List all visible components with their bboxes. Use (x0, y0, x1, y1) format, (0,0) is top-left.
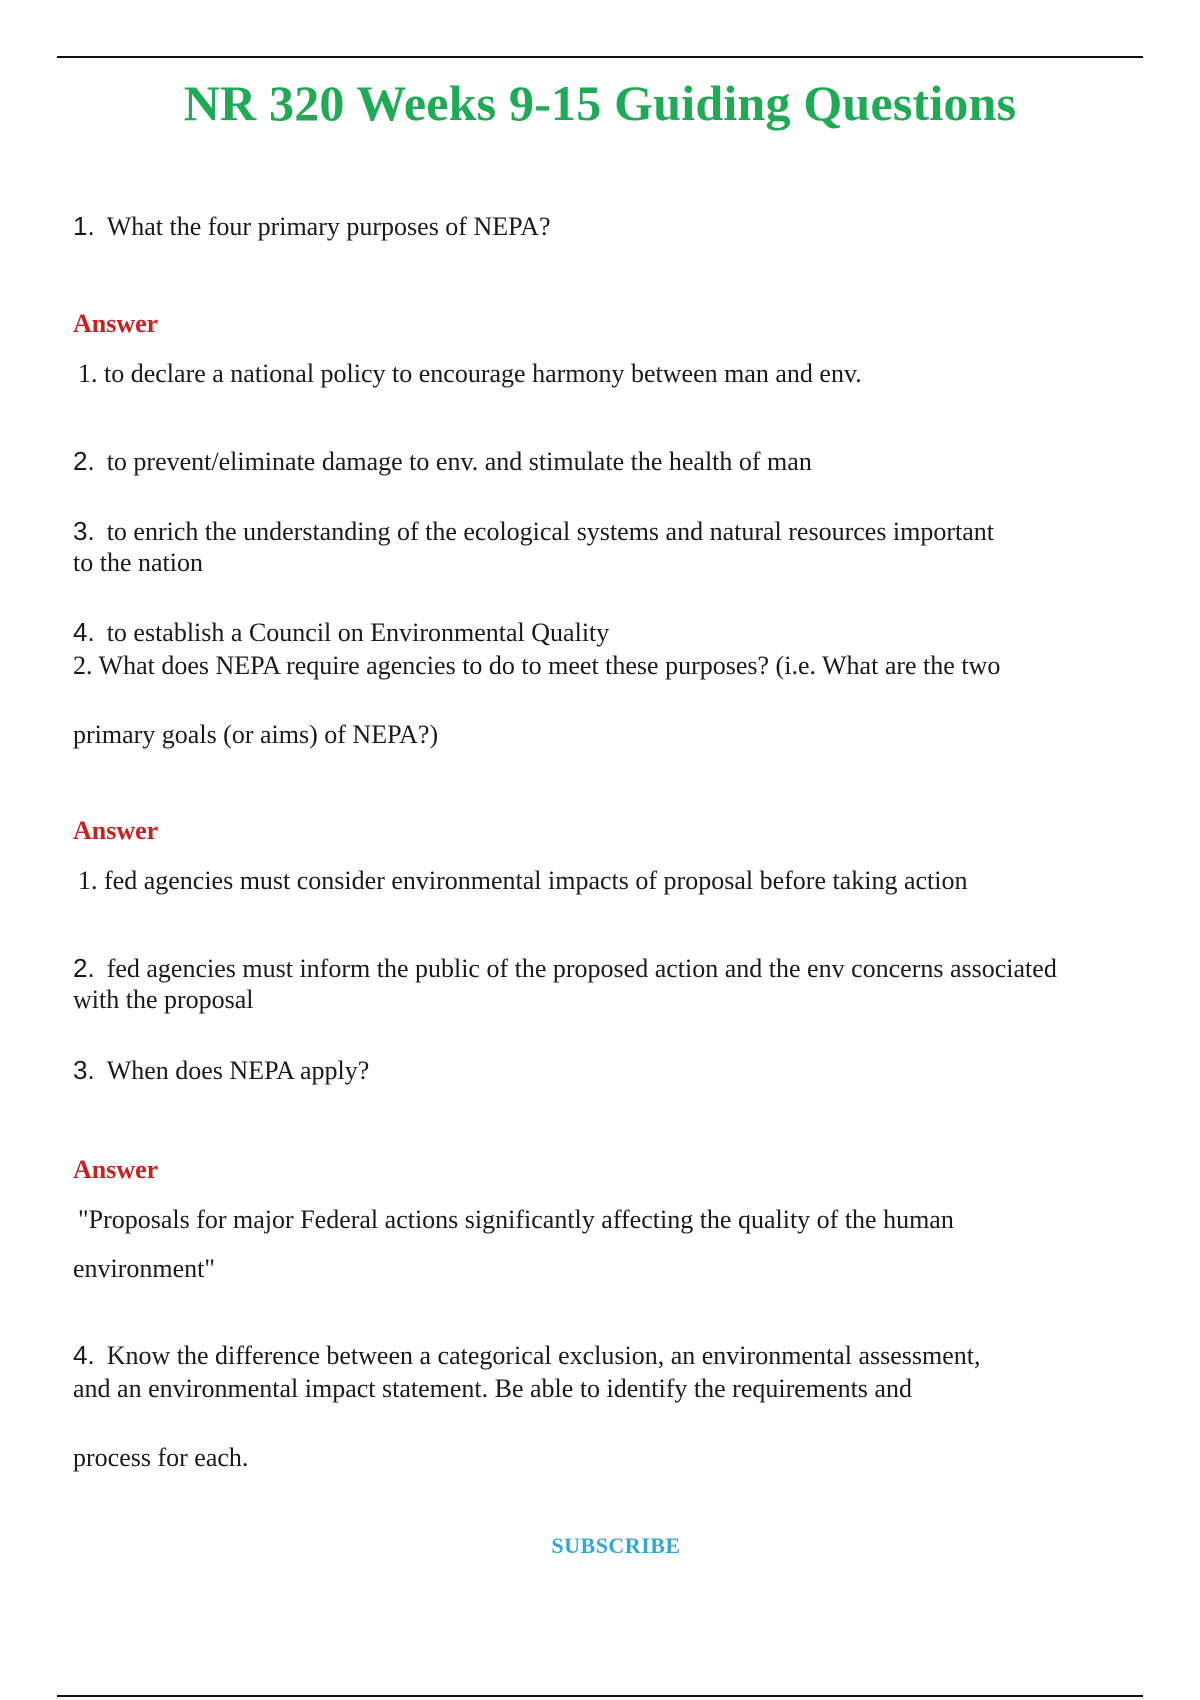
question-3-number: 3. (73, 1055, 95, 1085)
q1-answer-item-3 (73, 516, 994, 547)
q1-answer-item-2-number: 2. (73, 446, 95, 476)
question-3-text: When does NEPA apply? (106, 1056, 370, 1085)
subscribe-link[interactable]: SUBSCRIBE (551, 1533, 681, 1558)
q2-answer-item-1-number: 1. (78, 866, 98, 895)
q3-answer-line-2: environment" (73, 1254, 216, 1283)
q1-answer-item-1-number: 1. (78, 359, 98, 388)
question-4-line-1: Know the difference between a categorical exclusion, an environmental assessment, (106, 1341, 981, 1370)
question-4-number: 4. (73, 1340, 95, 1370)
question-4-line-2: and an environmental impact statement. Be able to identify the requirements and (73, 1374, 912, 1403)
q2-answer-item-2 (73, 953, 1057, 984)
question-4-line-3: process for each. (73, 1443, 249, 1472)
q1-answer-item-3-line1: to enrich the understanding of the ecological systems and natural resources important (106, 517, 995, 546)
q2-answer-item-1 (78, 865, 968, 896)
answer-label-2: Answer (73, 816, 159, 845)
q1-answer-item-1-text: to declare a national policy to encourage harmony between man and env. (104, 359, 862, 388)
q3-answer-line-1: "Proposals for major Federal actions significantly affecting the quality of the human (78, 1205, 954, 1234)
question-4 (73, 1340, 980, 1371)
q2-answer-item-2-continued: with the proposal (73, 985, 254, 1014)
q1-answer-item-4-number: 4. (73, 617, 95, 647)
question-2-line-1: 2. What does NEPA require agencies to do to meet these purposes? (i.e. What are the two (73, 651, 1001, 680)
answer-label-1: Answer (73, 309, 159, 338)
q1-answer-item-3-continued: to the nation (73, 548, 203, 577)
q2-answer-item-2-line1: fed agencies must inform the public of the proposed action and the env concerns associated (106, 954, 1057, 983)
q1-answer-item-3-number: 3. (73, 516, 95, 546)
question-1-number: 1. (73, 211, 95, 241)
q1-answer-item-1 (78, 358, 862, 389)
q1-answer-item-2 (73, 446, 812, 477)
question-2-line-2: primary goals (or aims) of NEPA?) (73, 720, 439, 749)
question-1-text: What the four primary purposes of NEPA? (106, 212, 551, 241)
top-rule (57, 56, 1143, 58)
q1-answer-item-4 (73, 617, 609, 648)
document-title: NR 320 Weeks 9-15 Guiding Questions (183, 75, 1017, 131)
q1-answer-item-4-text: to establish a Council on Environmental Quality (106, 618, 610, 647)
q1-answer-item-2-text: to prevent/eliminate damage to env. and stimulate the health of man (106, 447, 812, 476)
q2-answer-item-2-number: 2. (73, 953, 95, 983)
answer-label-3: Answer (73, 1155, 159, 1184)
question-1 (73, 211, 551, 242)
bottom-rule (57, 1695, 1143, 1697)
q2-answer-item-1-text: fed agencies must consider environmental impacts of proposal before taking action (104, 866, 968, 895)
question-3 (73, 1055, 369, 1086)
